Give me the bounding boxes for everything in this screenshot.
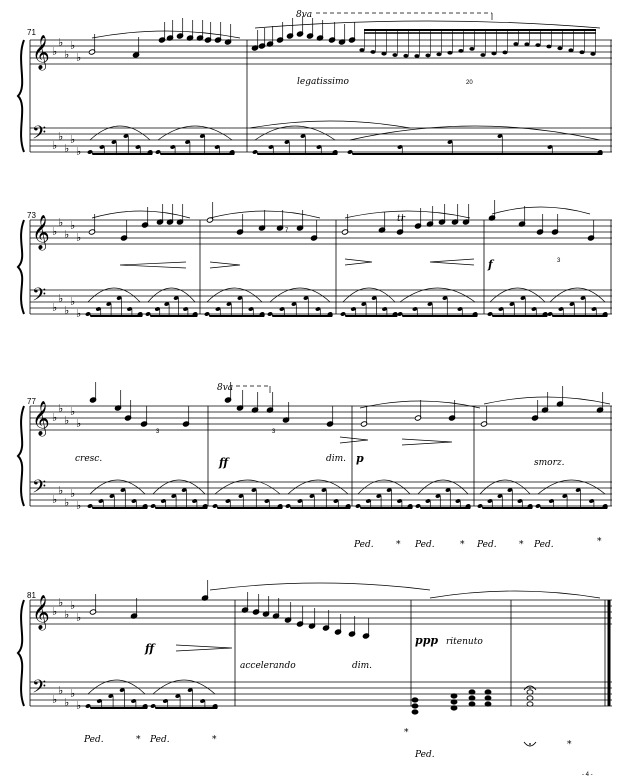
tuplet-3-b: 3 bbox=[156, 429, 160, 435]
bass-arpeggio-group-19 bbox=[477, 487, 533, 508]
bass-arpeggio-group-13 bbox=[87, 487, 148, 508]
pedal-down-2: Ped. bbox=[415, 540, 435, 550]
bass-arpeggio-group-3 bbox=[252, 133, 338, 154]
bass-arpeggio-group-16 bbox=[285, 487, 351, 508]
pedal-up-4: * bbox=[597, 537, 602, 547]
key-flat-icon: ♭ bbox=[70, 133, 76, 146]
run-note bbox=[436, 52, 441, 56]
system-3 bbox=[18, 401, 612, 512]
run-note bbox=[590, 52, 595, 56]
key-flat-icon: ♭ bbox=[70, 219, 76, 232]
run-note bbox=[381, 52, 386, 56]
melody-slur-6 bbox=[345, 211, 470, 218]
page-footer-mark: - 4 - bbox=[582, 772, 593, 778]
bass-arpeggio-group-11 bbox=[487, 295, 548, 316]
key-flat-icon: ♭ bbox=[70, 687, 76, 700]
melody-slur-8 bbox=[360, 401, 480, 408]
bass-arpeggio-group-17 bbox=[355, 487, 413, 508]
bass-arpeggio-group-2 bbox=[155, 133, 235, 154]
pedal-down-5: Ped. bbox=[84, 735, 104, 745]
key-flat-icon: ♭ bbox=[52, 139, 58, 152]
dim-marking: dim. bbox=[326, 454, 347, 464]
brace-icon bbox=[18, 406, 24, 506]
pedal-up-1: * bbox=[396, 540, 401, 550]
key-flat-icon: ♭ bbox=[52, 411, 58, 424]
run-note bbox=[502, 51, 507, 55]
run-note bbox=[458, 49, 463, 53]
bass-arpeggio-group-12 bbox=[547, 295, 608, 316]
pedal-down-1: Ped. bbox=[354, 540, 374, 550]
pedal-up-2: * bbox=[460, 540, 465, 550]
run-note bbox=[425, 54, 430, 58]
run-note bbox=[535, 43, 540, 47]
hairpin-2 bbox=[210, 262, 240, 268]
bass-arpeggio-group-21 bbox=[85, 687, 148, 708]
bass-arpeggio-group-9 bbox=[340, 295, 398, 316]
dynamic-ppp: ppp bbox=[415, 634, 439, 647]
key-flat-icon: ♭ bbox=[52, 693, 58, 706]
bass-arpeggio-group-7 bbox=[204, 295, 265, 316]
trill-mark: tr bbox=[397, 214, 405, 224]
bass-arpeggio-group-20 bbox=[535, 487, 608, 508]
run-note bbox=[491, 52, 496, 56]
dynamic-ff: ff bbox=[219, 456, 229, 469]
key-flat-icon: ♭ bbox=[70, 599, 76, 612]
accelerando-marking: accelerando bbox=[240, 661, 296, 671]
melody-m81-82 bbox=[89, 580, 369, 639]
key-flat-icon: ♭ bbox=[64, 304, 70, 317]
treble-clef-icon: 𝄞 bbox=[32, 215, 50, 250]
melody-slur-7 bbox=[492, 207, 590, 214]
bass-clef-icon: 𝄢 bbox=[32, 677, 47, 702]
chord-note-head bbox=[527, 690, 533, 694]
chord-note-head bbox=[527, 696, 533, 700]
tuplet-7: 7 bbox=[285, 228, 289, 234]
pedal-up-6: * bbox=[212, 735, 217, 745]
run-note bbox=[370, 50, 375, 54]
treble-clef-icon: 𝄞 bbox=[32, 401, 50, 436]
bass-arpeggio-group-14 bbox=[150, 487, 208, 508]
dynamic-p: p bbox=[356, 452, 364, 465]
measure-number-71: 71 bbox=[27, 28, 36, 37]
melody-m75-76 bbox=[341, 200, 594, 241]
chord-note-head bbox=[485, 690, 491, 694]
key-flat-icon: ♭ bbox=[64, 608, 70, 621]
key-flat-icon: ♭ bbox=[58, 130, 64, 143]
key-flat-icon: ♭ bbox=[52, 605, 58, 618]
bass-clef-icon: 𝄢 bbox=[32, 123, 47, 148]
hairpin-4 bbox=[430, 259, 474, 265]
ritenuto-marking: ritenuto bbox=[446, 637, 483, 647]
run-note bbox=[403, 54, 408, 58]
key-flat-icon: ♭ bbox=[58, 292, 64, 305]
key-flat-icon: ♭ bbox=[64, 696, 70, 709]
key-flat-icon: ♭ bbox=[76, 417, 82, 430]
pedal-down-3: Ped. bbox=[477, 540, 497, 550]
run-note bbox=[557, 46, 562, 50]
bass-arpeggio-group-8 bbox=[267, 295, 333, 316]
key-flat-icon: ♭ bbox=[64, 228, 70, 241]
melody-slur-1 bbox=[92, 31, 240, 38]
bass-arpeggio-group-6 bbox=[145, 295, 198, 316]
hairpin-3 bbox=[345, 259, 372, 265]
melody-m73-74 bbox=[88, 202, 317, 241]
pedal-down-4: Ped. bbox=[534, 540, 554, 550]
hairpin-1 bbox=[120, 262, 186, 268]
run-note bbox=[447, 51, 452, 55]
key-flat-icon: ♭ bbox=[64, 414, 70, 427]
run-note bbox=[513, 42, 518, 46]
brace-icon bbox=[18, 600, 24, 706]
run-note bbox=[392, 53, 397, 57]
tuplet-3-a: 3 bbox=[557, 258, 561, 264]
chord-note-head bbox=[527, 702, 533, 706]
cresc-marking: cresc. bbox=[75, 454, 103, 464]
key-flat-icon: ♭ bbox=[58, 36, 64, 49]
dynamic-f: f bbox=[488, 258, 493, 271]
key-flat-icon: ♭ bbox=[76, 307, 82, 320]
chord-note-head bbox=[469, 690, 475, 694]
system-1 bbox=[18, 35, 612, 158]
key-flat-icon: ♭ bbox=[52, 225, 58, 238]
chord-note-head bbox=[451, 694, 457, 698]
treble-clef-icon: 𝄞 bbox=[32, 35, 50, 70]
brace-icon bbox=[18, 220, 24, 314]
melody-slur-4 bbox=[92, 211, 190, 218]
tuplet-3-c: 3 bbox=[272, 429, 276, 435]
key-flat-icon: ♭ bbox=[76, 51, 82, 64]
bass-arpeggio-group-4 bbox=[347, 133, 603, 154]
tuplet-20: 20 bbox=[466, 80, 473, 86]
key-flat-icon: ♭ bbox=[52, 493, 58, 506]
brace-icon bbox=[18, 40, 24, 152]
key-flat-icon: ♭ bbox=[58, 484, 64, 497]
bass-arpeggio-group-18 bbox=[415, 487, 471, 508]
melody-slur-2 bbox=[255, 21, 600, 28]
run-note bbox=[469, 47, 474, 51]
run-note bbox=[480, 53, 485, 57]
measure-number-73: 73 bbox=[27, 211, 36, 220]
pedal-up-8: * bbox=[567, 740, 572, 750]
bass-clef-icon: 𝄢 bbox=[32, 285, 47, 310]
chord-note-head bbox=[469, 696, 475, 700]
melody-slur-9 bbox=[484, 397, 610, 404]
key-flat-icon: ♭ bbox=[76, 699, 82, 712]
key-flat-icon: ♭ bbox=[64, 48, 70, 61]
chord-note-head bbox=[485, 702, 491, 706]
ottava-mark: 8va bbox=[296, 10, 313, 20]
key-flat-icon: ♭ bbox=[70, 295, 76, 308]
key-flat-icon: ♭ bbox=[76, 231, 82, 244]
chord-note-head bbox=[412, 704, 418, 708]
run-note bbox=[579, 50, 584, 54]
run-note bbox=[414, 54, 419, 58]
key-flat-icon: ♭ bbox=[52, 45, 58, 58]
key-flat-icon: ♭ bbox=[64, 496, 70, 509]
fermata-dot-lower bbox=[529, 743, 531, 745]
bass-clef-icon: 𝄢 bbox=[32, 477, 47, 502]
melody-slur-3 bbox=[250, 121, 410, 128]
chord-note-head bbox=[451, 700, 457, 704]
run-note bbox=[546, 45, 551, 49]
chord-note-head bbox=[485, 696, 491, 700]
bass-arpeggio-group-15 bbox=[212, 487, 283, 508]
dim-marking-2: dim. bbox=[352, 661, 373, 671]
melody-m77-80 bbox=[89, 382, 603, 427]
key-flat-icon: ♭ bbox=[64, 142, 70, 155]
pedal-up-5: * bbox=[136, 735, 141, 745]
smorz-marking: smorz. bbox=[534, 458, 565, 468]
slurs-layer bbox=[88, 13, 610, 694]
bass-arpeggio-group-10 bbox=[397, 295, 478, 316]
key-flat-icon: ♭ bbox=[76, 145, 82, 158]
key-flat-icon: ♭ bbox=[58, 216, 64, 229]
hairpin-6 bbox=[402, 439, 452, 445]
run-note bbox=[524, 42, 529, 46]
bass-arpeggio-group-5 bbox=[85, 295, 143, 316]
pedal-down-7: Ped. bbox=[415, 750, 435, 760]
pedal-up-3: * bbox=[519, 540, 524, 550]
hairpin-7 bbox=[176, 645, 232, 651]
key-flat-icon: ♭ bbox=[52, 301, 58, 314]
chord-note-head bbox=[451, 706, 457, 710]
bass-arpeggio-group-1 bbox=[87, 133, 153, 154]
key-flat-icon: ♭ bbox=[70, 487, 76, 500]
chord-note-head bbox=[412, 710, 418, 714]
key-flat-icon: ♭ bbox=[70, 405, 76, 418]
bass-arpeggio-group-22 bbox=[150, 687, 218, 708]
key-flat-icon: ♭ bbox=[70, 39, 76, 52]
legatissimo-marking: legatissimo bbox=[297, 77, 349, 87]
measure-number-81: 81 bbox=[27, 591, 36, 600]
melody-slur-10 bbox=[210, 583, 430, 590]
key-flat-icon: ♭ bbox=[76, 611, 82, 624]
run-note bbox=[568, 48, 573, 52]
notes-layer bbox=[85, 16, 608, 746]
fermata-dot bbox=[529, 687, 531, 689]
measure-number-77: 77 bbox=[27, 397, 36, 406]
chord-note-head bbox=[412, 698, 418, 702]
chord-note-head bbox=[469, 702, 475, 706]
pedal-up-7: * bbox=[404, 728, 409, 738]
run-note bbox=[359, 48, 364, 52]
hairpin-5 bbox=[340, 437, 368, 443]
dynamic-ff-2: ff bbox=[145, 642, 155, 655]
treble-clef-icon: 𝄞 bbox=[32, 595, 50, 630]
key-flat-icon: ♭ bbox=[58, 596, 64, 609]
key-flat-icon: ♭ bbox=[76, 499, 82, 512]
melody-slur-11 bbox=[430, 591, 600, 598]
ottava-mark-2: 8va bbox=[217, 383, 234, 393]
pedal-down-6: Ped. bbox=[150, 735, 170, 745]
key-flat-icon: ♭ bbox=[58, 684, 64, 697]
key-flat-icon: ♭ bbox=[58, 402, 64, 415]
